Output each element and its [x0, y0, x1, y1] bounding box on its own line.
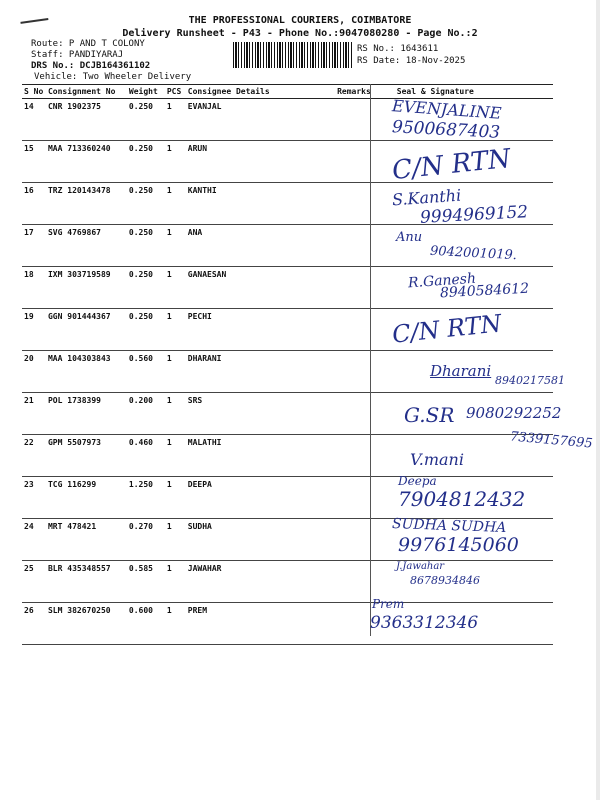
consignee-name: DEEPA [186, 477, 335, 519]
pieces: 1 [165, 183, 186, 225]
handwritten-phone: 8940217581 [495, 374, 565, 387]
remarks-cell [335, 267, 373, 309]
consignment-number: GPM 5507973 [46, 435, 127, 477]
weight: 1.250 [127, 477, 165, 519]
handwritten-signature: Dharani [430, 362, 492, 380]
page-edge-shadow [596, 0, 600, 800]
consignee-name: PREM [186, 603, 335, 645]
pieces: 1 [165, 561, 186, 603]
vehicle-label: Vehicle: Two Wheeler Delivery [34, 72, 192, 82]
consignee-name: EVANJAL [186, 99, 335, 141]
handwritten-signature: R.Ganesh [407, 270, 477, 292]
handwritten-remark: C/N RTN [390, 143, 513, 187]
pieces: 1 [165, 477, 186, 519]
consignee-name: JAWAHAR [186, 561, 335, 603]
handwritten-phone: 7339157695 [509, 429, 594, 452]
remarks-cell [335, 351, 373, 393]
serial-number: 21 [22, 393, 46, 435]
pieces: 1 [165, 435, 186, 477]
pieces: 1 [165, 393, 186, 435]
handwritten-signature: G.SR [404, 403, 455, 427]
runsheet-title: Delivery Runsheet - P43 - Phone No.:9047080280 - Page No.:2 [122, 28, 478, 39]
consignee-name: ARUN [186, 141, 335, 183]
weight: 0.600 [127, 603, 165, 645]
column-header: Consignee Details [186, 85, 335, 99]
handwritten-phone: 9994969152 [419, 202, 529, 228]
remarks-cell [335, 477, 373, 519]
serial-number: 15 [22, 141, 46, 183]
serial-number: 22 [22, 435, 46, 477]
weight: 0.460 [127, 435, 165, 477]
consignee-name: KANTHI [186, 183, 335, 225]
weight: 0.250 [127, 267, 165, 309]
remarks-column-divider [370, 84, 371, 636]
pieces: 1 [165, 309, 186, 351]
barcode [233, 42, 353, 68]
handwritten-phone: 8940584612 [439, 280, 530, 302]
handwritten-signature: S.Kanthi [391, 185, 462, 210]
table-header-row [22, 85, 553, 99]
pieces: 1 [165, 267, 186, 309]
serial-number: 24 [22, 519, 46, 561]
remarks-cell [335, 561, 373, 603]
consignee-name: SUDHA [186, 519, 335, 561]
handwritten-signature: J.Jawahar [396, 561, 445, 572]
handwritten-signature: Anu [396, 230, 423, 245]
consignee-name: SRS [186, 393, 335, 435]
pieces: 1 [165, 519, 186, 561]
remarks-cell [335, 99, 373, 141]
remarks-cell [335, 519, 373, 561]
consignment-number: MAA 104303843 [46, 351, 127, 393]
weight: 0.250 [127, 141, 165, 183]
consignee-name: GANAESAN [186, 267, 335, 309]
handwritten-remark: C/N RTN [390, 309, 503, 349]
consignment-number: TCG 116299 [46, 477, 127, 519]
route-label: Route: P AND T COLONY [31, 39, 145, 49]
handwritten-phone: 9976145060 [398, 534, 519, 556]
weight: 0.585 [127, 561, 165, 603]
handwritten-phone: 9363312346 [370, 613, 479, 633]
serial-number: 20 [22, 351, 46, 393]
pieces: 1 [165, 603, 186, 645]
consignment-number: SVG 4769867 [46, 225, 127, 267]
remarks-cell [335, 183, 373, 225]
serial-number: 16 [22, 183, 46, 225]
handwritten-phone: 9042001019. [429, 243, 518, 264]
rs-number: RS No.: 1643611 [357, 44, 439, 54]
handwritten-signature: SUDHA SUDHA [391, 516, 507, 536]
consignee-name: DHARANI [186, 351, 335, 393]
handwritten-phone: 9500687403 [391, 117, 501, 143]
weight: 0.560 [127, 351, 165, 393]
handwritten-phone: 9080292252 [466, 404, 562, 422]
consignee-name: MALATHI [186, 435, 335, 477]
column-header: S No [22, 85, 46, 99]
remarks-cell [335, 603, 373, 645]
table-row [22, 435, 553, 477]
consignment-number: POL 1738399 [46, 393, 127, 435]
weight: 0.250 [127, 225, 165, 267]
remarks-cell [335, 225, 373, 267]
pieces: 1 [165, 351, 186, 393]
consignee-name: PECHI [186, 309, 335, 351]
consignment-number: TRZ 120143478 [46, 183, 127, 225]
pieces: 1 [165, 99, 186, 141]
handwritten-signature: V.mani [410, 450, 464, 469]
remarks-cell [335, 393, 373, 435]
serial-number: 19 [22, 309, 46, 351]
column-header: Remarks [335, 85, 373, 99]
consignment-number: BLR 435348557 [46, 561, 127, 603]
handwritten-signature: Prem [372, 597, 405, 611]
remarks-cell [335, 309, 373, 351]
pieces: 1 [165, 225, 186, 267]
weight: 0.200 [127, 393, 165, 435]
column-header: Weight [127, 85, 165, 99]
weight: 0.250 [127, 99, 165, 141]
handwritten-signature: EVENJALINE [391, 96, 503, 123]
consignment-number: CNR 1902375 [46, 99, 127, 141]
weight: 0.250 [127, 183, 165, 225]
drs-number: DRS No.: DCJB164361102 [31, 61, 151, 71]
serial-number: 26 [22, 603, 46, 645]
handwritten-phone: 7904812432 [398, 487, 526, 511]
serial-number: 17 [22, 225, 46, 267]
serial-number: 14 [22, 99, 46, 141]
pieces: 1 [165, 141, 186, 183]
weight: 0.270 [127, 519, 165, 561]
handwritten-signature: Deepa [398, 474, 437, 488]
column-header: Seal & Signature [373, 85, 553, 99]
staff-label: Staff: PANDIYARAJ [31, 50, 124, 60]
weight: 0.250 [127, 309, 165, 351]
consignment-number: GGN 901444367 [46, 309, 127, 351]
rs-date: RS Date: 18-Nov-2025 [357, 56, 466, 66]
consignee-name: ANA [186, 225, 335, 267]
consignment-number: MAA 713360240 [46, 141, 127, 183]
consignment-number: SLM 382670250 [46, 603, 127, 645]
column-header: PCS [165, 85, 186, 99]
column-header: Consignment No [46, 85, 127, 99]
handwritten-phone: 8678934846 [410, 574, 480, 587]
consignment-number: MRT 478421 [46, 519, 127, 561]
remarks-cell [335, 141, 373, 183]
remarks-cell [335, 435, 373, 477]
serial-number: 23 [22, 477, 46, 519]
serial-number: 18 [22, 267, 46, 309]
serial-number: 25 [22, 561, 46, 603]
company-title: THE PROFESSIONAL COURIERS, COIMBATORE [188, 15, 412, 26]
consignment-number: IXM 303719589 [46, 267, 127, 309]
